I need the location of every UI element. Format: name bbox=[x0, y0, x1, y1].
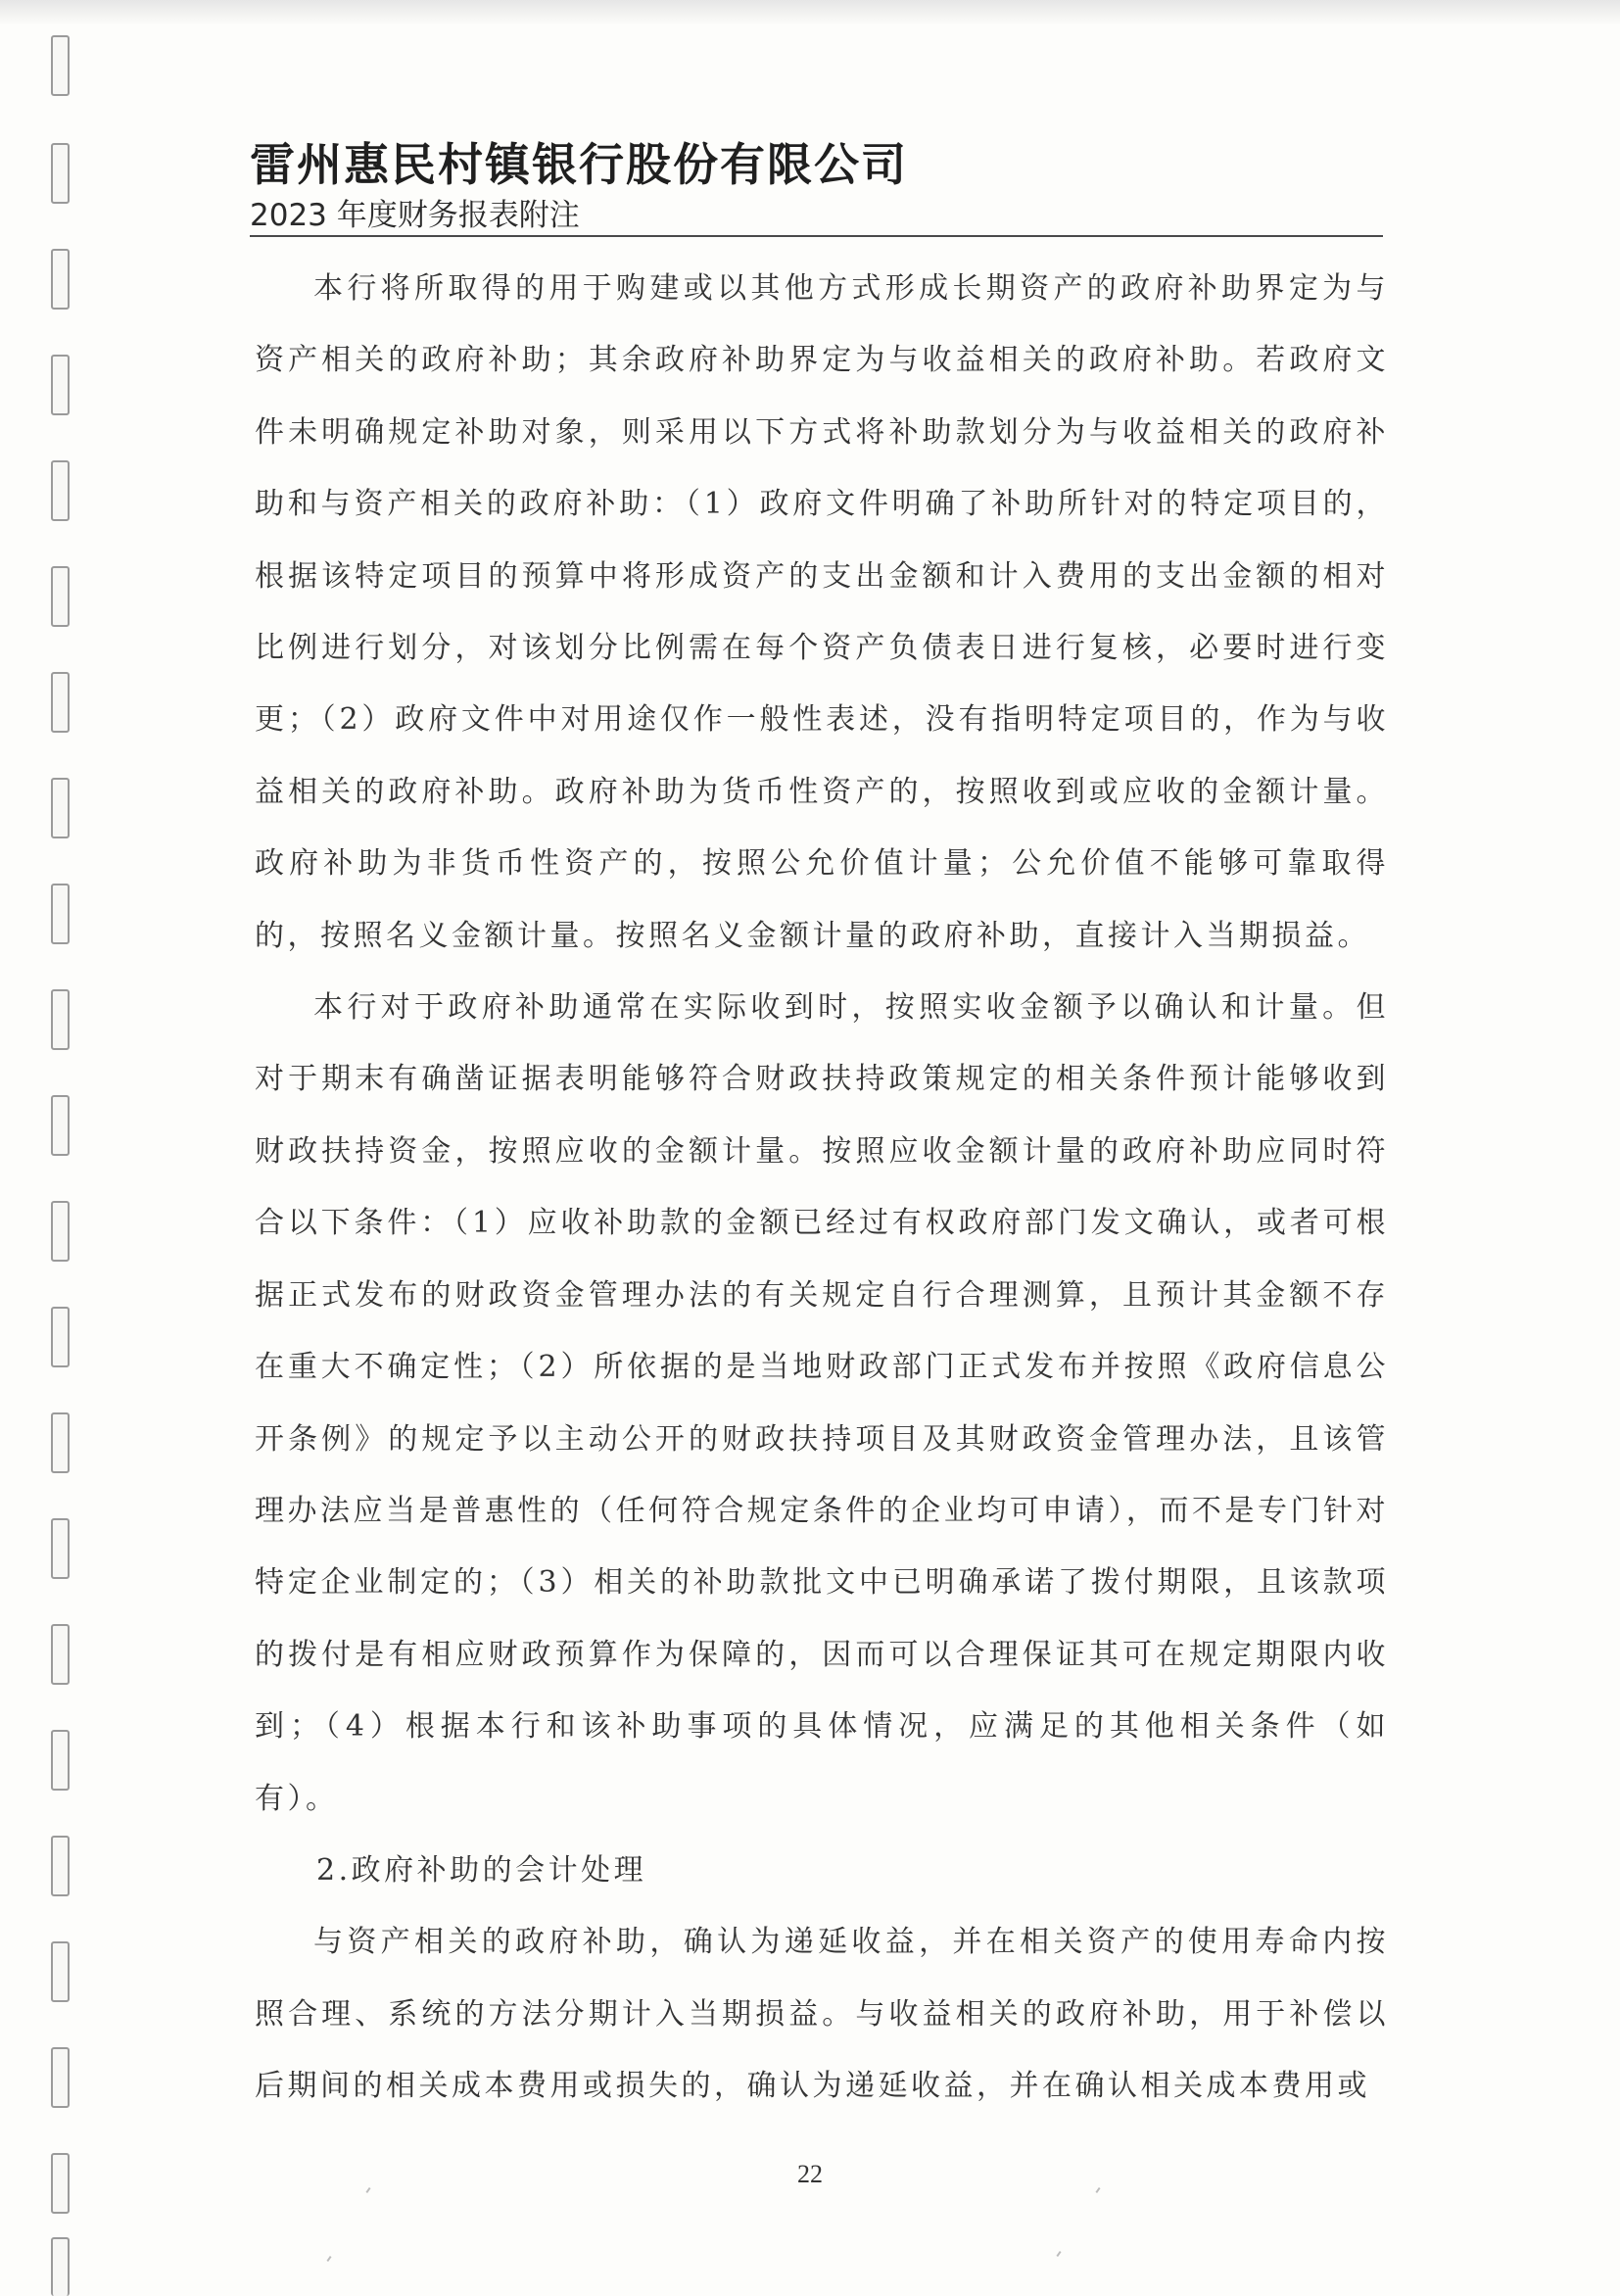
paragraph: 本行对于政府补助通常在实际收到时，按照实收金额予以确认和计量。但对于期末有确凿证据表明能够符合财政扶持政策规定的相关条件预计能够收到财政扶持资金，按照应收的金额计量。按照应收金额计量的政府补助应同时符合以下条件：（1）应收补助款的金额已经过有权政府部门发文确认，或者可根据正式发布的财政资金管理办法的有关规定自行合理测算，且预计其金额不存在重大不确定性；（2）所依据的是当地财政部门正式发布并按照《政府信息公开条例》的规定予以主动公开的财政扶持项目及其财政资金管理办法，且该管理办法应当是普惠性的（任何符合规定条件的企业均可申请），而不是专门针对特定企业制定的；（3）相关的补助款批文中已明确承诺了拨付期限，且该款项的拨付是有相应财政预算作为保障的，因而可以合理保证其可在规定期限内收到；（4）根据本行和该补助事项的具体情况，应满足的其他相关条件（如有）。 bbox=[255, 990, 1389, 1816]
binding-hole bbox=[51, 989, 70, 1050]
binding-hole bbox=[51, 355, 70, 415]
binding-hole bbox=[51, 1201, 70, 1262]
page-header bbox=[250, 137, 1381, 235]
binding-hole bbox=[51, 672, 70, 733]
header-divider bbox=[250, 235, 1383, 237]
binding-hole bbox=[51, 143, 70, 204]
binding-hole bbox=[51, 778, 70, 838]
binding-hole bbox=[51, 884, 70, 944]
document-body bbox=[255, 253, 1389, 2123]
paragraph: 与资产相关的政府补助，确认为递延收益，并在相关资产的使用寿命内按照合理、系统的方法分期计入当期损益。与收益相关的政府补助，用于补偿以后期间的相关成本费用或损失的，确认为递延收益，并在确认相关成本费用或 bbox=[255, 1925, 1389, 2104]
binding-hole bbox=[51, 35, 70, 96]
binding-hole bbox=[51, 1730, 70, 1791]
binding-hole bbox=[51, 1412, 70, 1473]
binding-hole bbox=[51, 2237, 70, 2296]
binding-hole bbox=[51, 2047, 70, 2108]
binding-hole bbox=[51, 249, 70, 310]
binding-holes bbox=[51, 35, 80, 2288]
binding-hole bbox=[51, 566, 70, 627]
company-name: 雷州惠民村镇银行股份有限公司 bbox=[250, 138, 908, 191]
binding-hole bbox=[51, 460, 70, 521]
page-number: 22 bbox=[797, 2160, 823, 2188]
document-title: 2023 年度财务报表附注 bbox=[250, 198, 580, 233]
binding-hole bbox=[51, 1941, 70, 2002]
binding-hole bbox=[51, 1518, 70, 1579]
binding-hole bbox=[51, 1307, 70, 1367]
binding-hole bbox=[51, 1836, 70, 1896]
binding-hole bbox=[51, 1624, 70, 1685]
paragraph: 本行将所取得的用于购建或以其他方式形成长期资产的政府补助界定为与资产相关的政府补助；其余政府补助界定为与收益相关的政府补助。若政府文件未明确规定补助对象，则采用以下方式将补助款划分为与收益相关的政府补助和与资产相关的政府补助：（1）政府文件明确了补助所针对的特定项目的，根据该特定项目的预算中将形成资产的支出金额和计入费用的支出金额的相对比例进行划分，对该划分比例需在每个资产负债表日进行复核，必要时进行变更；（2）政府文件中对用途仅作一般性表述，没有指明特定项目的，作为与收益相关的政府补助。政府补助为货币性资产的，按照收到或应收的金额计量。政府补助为非货币性资产的，按照公允价值计量；公允价值不能够可靠取得的，按照名义金额计量。按照名义金额计量的政府补助，直接计入当期损益。 bbox=[255, 271, 1389, 953]
scan-speck bbox=[1056, 2251, 1061, 2257]
binding-hole bbox=[51, 1095, 70, 1156]
section-heading: 2.政府补助的会计处理 bbox=[316, 1852, 647, 1888]
scan-edge bbox=[0, 0, 1620, 25]
scan-speck bbox=[326, 2256, 331, 2262]
